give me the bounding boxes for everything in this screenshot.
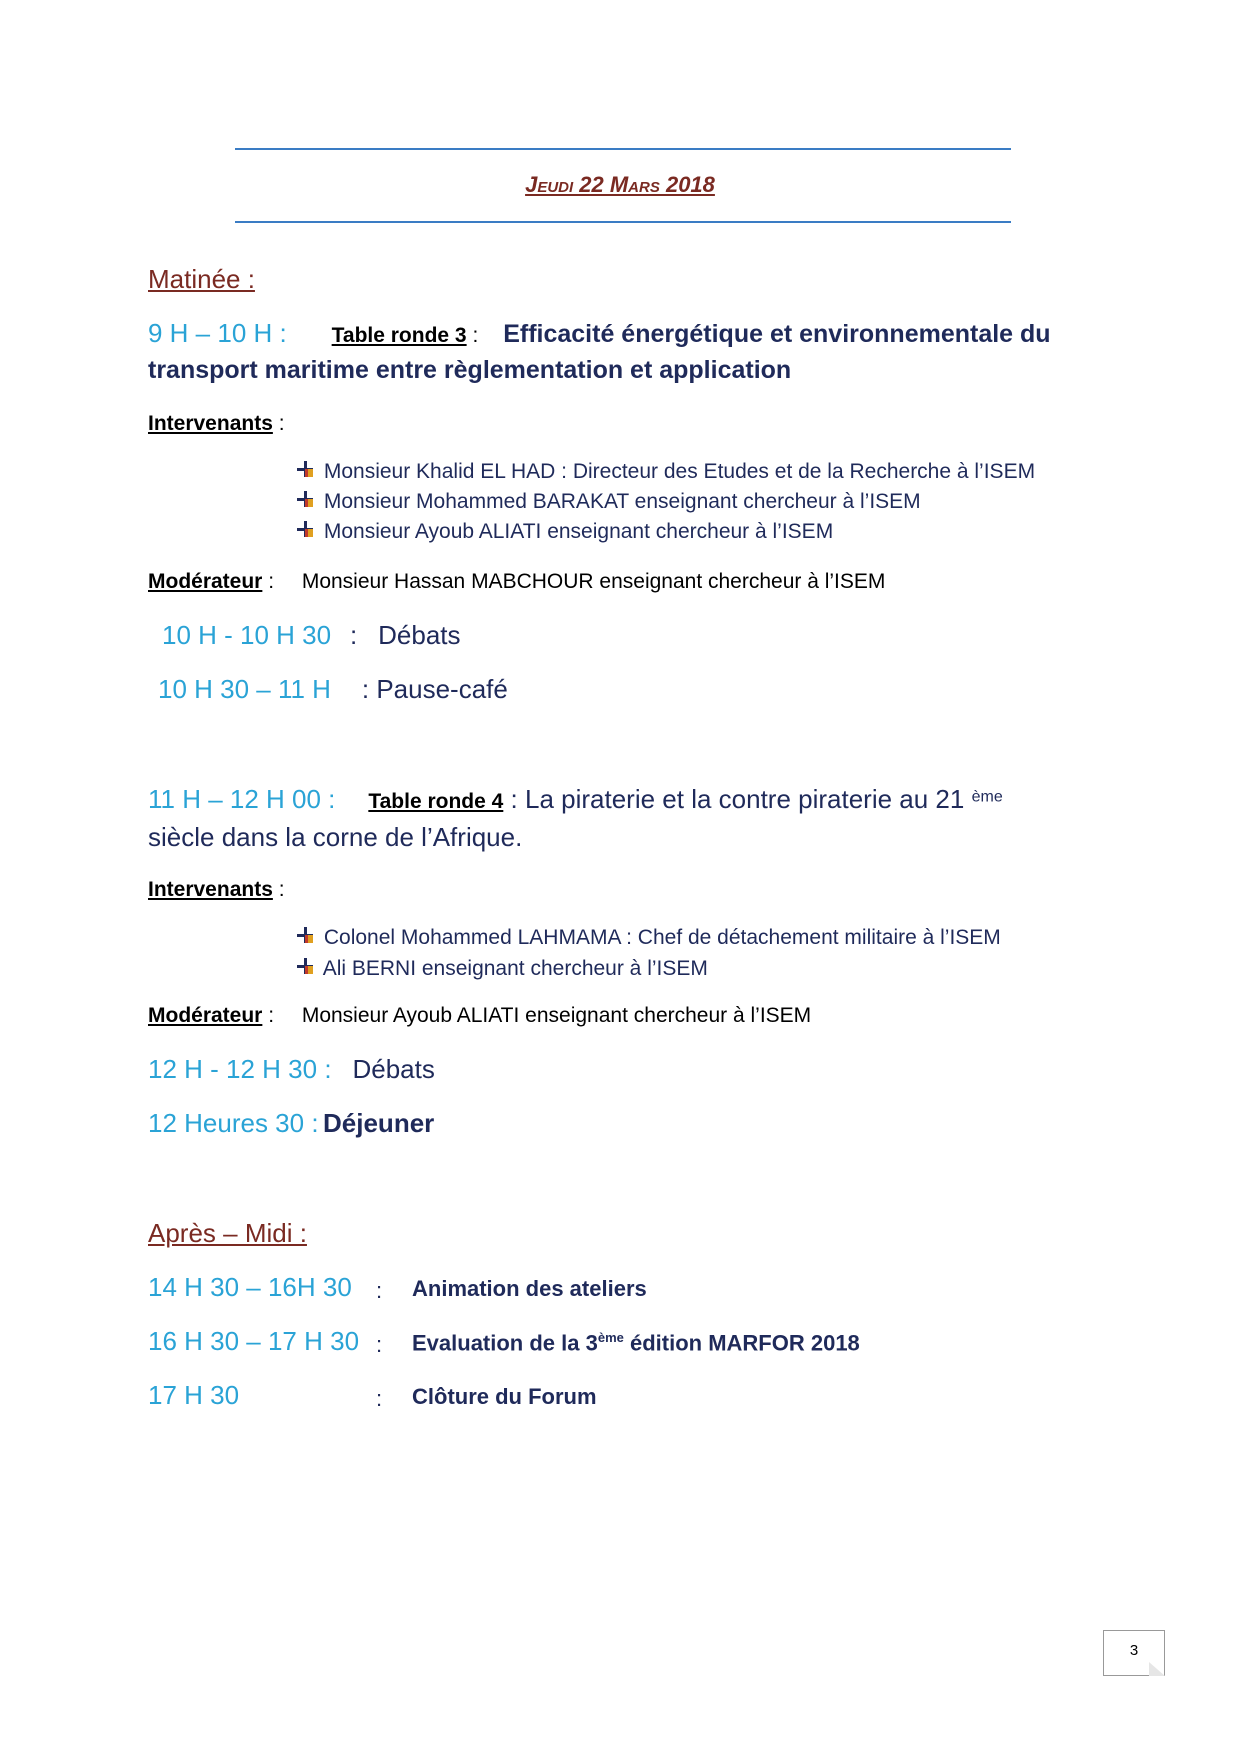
slot-text: Déjeuner xyxy=(323,1108,435,1138)
slot-time: 14 H 30 – 16H 30 xyxy=(148,1272,352,1302)
afternoon-sep: : xyxy=(376,1278,383,1303)
afternoon-sup: ème xyxy=(597,1330,624,1345)
slot-time: 10 H - 10 H 30 xyxy=(162,620,332,650)
slot-time: 17 H 30 xyxy=(148,1380,240,1410)
header-rule-bottom xyxy=(235,221,1011,223)
block2-time: 11 H – 12 H 00 : xyxy=(148,784,336,814)
slot-text: : Pause-café xyxy=(361,674,508,704)
block2-speakers-label: Intervenants xyxy=(148,878,273,901)
slot-sep: : xyxy=(350,620,358,650)
block1-header xyxy=(148,318,1051,349)
slot-text: Débats xyxy=(378,620,461,650)
block2-moderator: Modérateur : Monsieur Ayoub ALIATI enseignant chercheur à l’ISEM xyxy=(148,1004,812,1027)
block1-time: 9 H – 10 H : xyxy=(148,318,287,348)
list-item xyxy=(296,460,1035,484)
bullet-icon xyxy=(296,520,318,544)
block2-moderator-label: Modérateur xyxy=(148,1004,263,1027)
section-afternoon-title: Après – Midi : xyxy=(148,1218,307,1248)
block2-moderator-name: Monsieur Ayoub ALIATI enseignant chercheur à l’ISEM xyxy=(301,1004,812,1027)
afternoon-text xyxy=(412,1330,860,1356)
block2-title-part1: : La piraterie et la contre piraterie au 21 xyxy=(503,784,972,814)
page-number: 3 xyxy=(1129,1642,1139,1659)
slot-debats-2 xyxy=(148,1054,435,1085)
slot-time: 12 Heures 30 : xyxy=(148,1108,319,1138)
afternoon-text: Animation des ateliers xyxy=(412,1276,647,1301)
speaker-name: Monsieur Ayoub ALIATI enseignant chercheur à l’ISEM xyxy=(323,520,834,543)
afternoon-row xyxy=(148,1326,359,1357)
list-item xyxy=(296,957,708,981)
list-item xyxy=(296,926,1001,950)
bullet-icon xyxy=(296,460,318,484)
slot-lunch xyxy=(148,1108,434,1139)
afternoon-sep: : xyxy=(376,1386,383,1411)
slot-time: 10 H 30 – 11 H xyxy=(158,674,331,704)
block2-title-line2: siècle dans la corne de l’Afrique. xyxy=(148,822,523,852)
speaker-name: Monsieur Khalid EL HAD : Directeur des Etudes et de la Recherche à l’ISEM xyxy=(323,460,1036,483)
block1-sep: : xyxy=(466,324,479,347)
block1-moderator-label: Modérateur xyxy=(148,570,263,593)
block1-moderator: Modérateur : Monsieur Hassan MABCHOUR enseignant chercheur à l’ISEM xyxy=(148,570,886,593)
afternoon-text-pre: Evaluation de la 3 xyxy=(412,1330,598,1356)
block2-label: Table ronde 4 xyxy=(368,790,504,813)
slot-time: 12 H - 12 H 30 : xyxy=(148,1054,332,1084)
section-morning-title: Matinée : xyxy=(148,264,255,294)
afternoon-text: Clôture du Forum xyxy=(412,1384,597,1409)
bullet-icon xyxy=(296,926,318,950)
afternoon-row xyxy=(148,1380,239,1411)
block1-moderator-name: Monsieur Hassan MABCHOUR enseignant chercheur à l’ISEM xyxy=(301,570,886,593)
page-date: Jeudi 22 Mars 2018 xyxy=(525,172,715,197)
page-number-box xyxy=(1103,1630,1165,1676)
block2-sup: ème xyxy=(971,788,1003,806)
afternoon-text-post: édition MARFOR 2018 xyxy=(623,1330,860,1356)
block1-label: Table ronde 3 xyxy=(331,324,467,347)
speaker-name: Colonel Mohammed LAHMAMA : Chef de détachement militaire à l’ISEM xyxy=(323,926,1001,949)
list-item xyxy=(296,520,833,544)
speaker-name: Ali BERNI enseignant chercheur à l’ISEM xyxy=(322,957,708,980)
afternoon-row xyxy=(148,1272,352,1303)
slot-text: Débats xyxy=(352,1054,435,1084)
block1-speakers-label: Intervenants xyxy=(148,412,273,435)
bullet-icon xyxy=(296,490,318,514)
block1-speakers-heading: Intervenants : xyxy=(148,412,285,435)
page-fold-icon xyxy=(1149,1662,1165,1676)
header-rule-top xyxy=(235,148,1011,150)
block2-speakers-heading: Intervenants : xyxy=(148,878,285,901)
afternoon-sep: : xyxy=(376,1332,383,1357)
block1-title-line1: Efficacité énergétique et environnementale du xyxy=(503,320,1051,348)
list-item xyxy=(296,490,921,514)
speaker-name: Monsieur Mohammed BARAKAT enseignant chercheur à l’ISEM xyxy=(323,490,921,513)
block2-header xyxy=(148,784,1003,815)
block1-title-line2: transport maritime entre règlementation et application xyxy=(148,356,792,384)
slot-time: 16 H 30 – 17 H 30 xyxy=(148,1326,360,1356)
slot-debats-1 xyxy=(162,620,461,651)
slot-pause xyxy=(158,674,508,705)
bullet-icon xyxy=(296,957,318,981)
